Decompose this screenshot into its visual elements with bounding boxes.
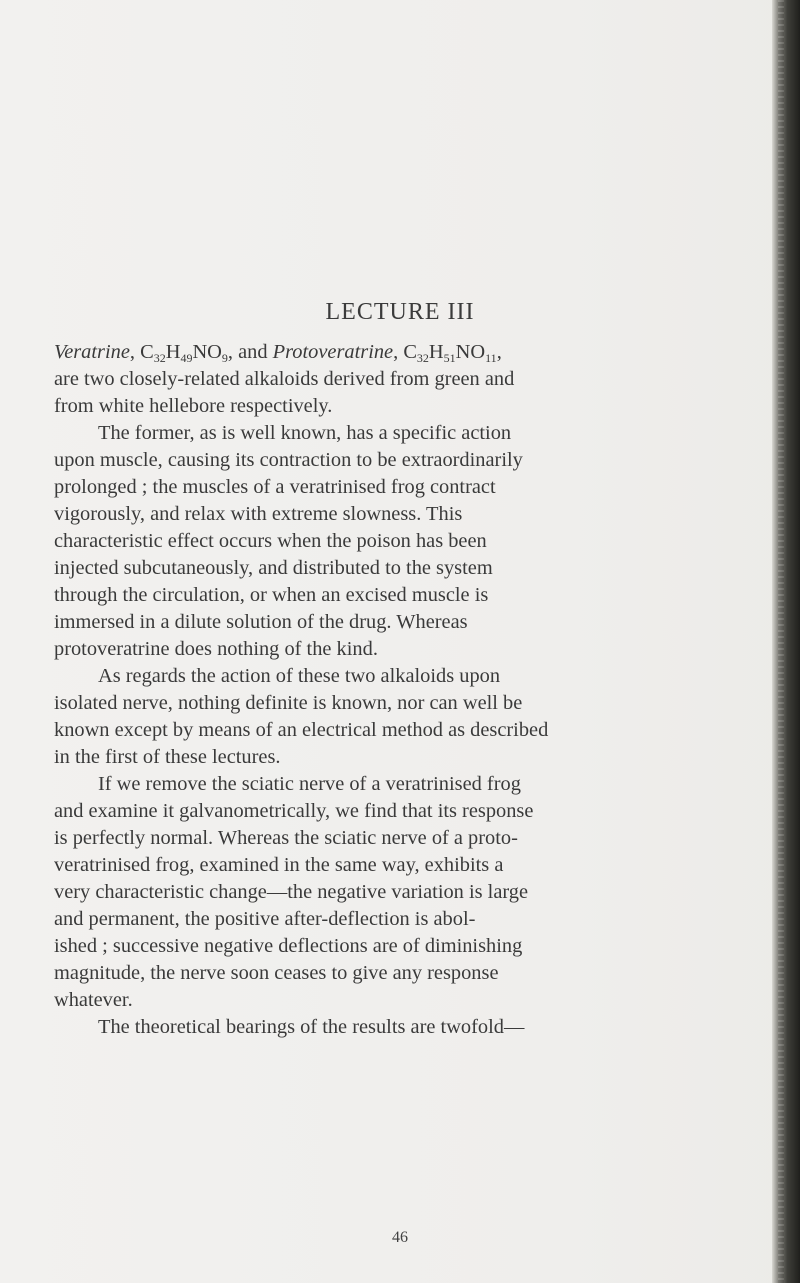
text-line: upon muscle, causing its contraction to be extraordinarily [54,449,523,471]
text-line: The former, as is well known, has a specific action [98,422,512,444]
text-line: and permanent, the positive after-deflection is abol- [54,908,476,930]
text-line: known except by means of an electrical method as described [54,719,549,741]
text-line: characteristic effect occurs when the poison has been [54,530,487,552]
text-line: magnitude, the nerve soon ceases to give any response [54,962,499,984]
text-line [54,339,740,366]
text-line: veratrinised frog, examined in the same way, exhibits a [54,854,504,876]
text-line: are two closely-related alkaloids derived from green and [54,368,515,390]
alkaloid-name-protoveratrine: Protoveratrine [272,341,394,363]
text-line: through the circulation, or when an excised muscle is [54,584,489,606]
formula-veratrine: $C_{32}H_{49}NO_9$, [140,341,239,365]
text-line: prolonged ; the muscles of a veratrinised frog contract [54,476,496,498]
text-line: protoveratrine does nothing of the kind. [54,638,378,660]
text-line: from white hellebore respectively. [54,395,333,417]
page-text-block [54,339,740,1041]
text-line: immersed in a dilute solution of the drug. Whereas [54,611,468,633]
running-head: LECTURE III [325,299,475,325]
text-line: vigorously, and relax with extreme slowness. This [54,503,463,525]
text-line: injected subcutaneously, and distributed to the system [54,557,493,579]
text-line: very characteristic change—the negative variation is large [54,881,529,903]
text-line: If we remove the sciatic nerve of a veratrinised frog [98,773,521,795]
text-line: isolated nerve, nothing definite is known, nor can well be [54,692,523,714]
conjunction-and: and [238,341,268,363]
formula-protoveratrine: $C_{32}H_{51}NO_{11}$, [403,341,502,365]
text-line: whatever. [54,989,133,1011]
book-spine-shadow [772,0,800,1283]
text-line: is perfectly normal. Whereas the sciatic nerve of a proto- [54,827,518,849]
text-line: ished ; successive negative deflections are of diminishing [54,935,523,957]
page-number: 46 [392,1229,408,1246]
text-line: As regards the action of these two alkaloids upon [98,665,501,687]
alkaloid-name-veratrine: Veratrine [54,341,130,363]
text-line: The theoretical bearings of the results are twofold— [98,1016,525,1038]
text-line: and examine it galvanometrically, we find that its response [54,800,534,822]
text-line: in the first of these lectures. [54,746,281,768]
formula-phrase-veratrine: Veratrine, $C_{32}H_{49}NO_9$, and Protoveratrine, $C_{32}H_{51}NO_{11}$, [54,341,502,365]
